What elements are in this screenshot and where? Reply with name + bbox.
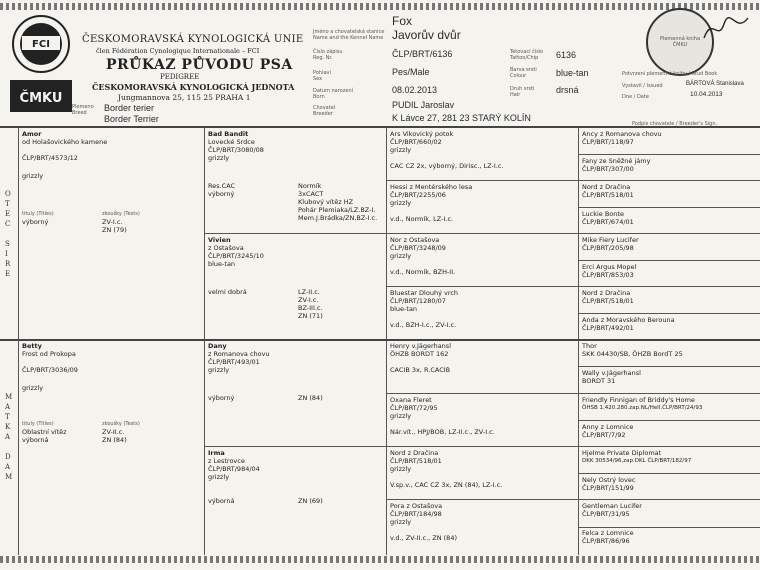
gen4-name: Ancy z Romanova chovu <box>582 130 662 138</box>
gen4-cell <box>582 263 758 287</box>
gen3-name: Henry v.Jägerhansl <box>390 342 451 350</box>
gen4-name: Erci Argus Mopel <box>582 263 637 271</box>
dog-reg-no: ČLP/BRT/6136 <box>392 49 453 59</box>
dam-titles: Oblastní vítěz výborná <box>22 428 67 444</box>
gen4-name: Anny z Lomnice <box>582 423 634 431</box>
gen3-name: Pora z Ostašova <box>390 502 443 510</box>
gen3-note: v.d., ZV-II.c., ZN (84) <box>390 534 457 542</box>
gen4-cell <box>582 157 758 181</box>
breeder-label: Chovatel Breeder <box>313 105 336 117</box>
gen2-kennel: z Romanova chovu <box>208 350 270 358</box>
sire-side-letter: E <box>5 270 11 278</box>
grid-line <box>578 260 760 261</box>
gen2-name: Vivien <box>208 236 231 244</box>
sire-color: grizzly <box>22 172 44 180</box>
gen4-reg: ČLP/BRT/86/96 <box>582 537 630 545</box>
gen4-name: Felca z Lomnice <box>582 529 634 537</box>
gen4-name: Nely Ostrý lovec <box>582 476 636 484</box>
gen3-note: v.d., BZH-I.c., ZV-I.c. <box>390 321 457 329</box>
dam-tests-label: zkoušky (Tests) <box>102 421 140 427</box>
gen4-cell <box>582 289 758 313</box>
dog-name: Fox <box>392 14 413 28</box>
sire-side-letter: T <box>5 200 10 208</box>
issue-date: 10.04.2013 <box>690 91 723 98</box>
gen4-cell <box>582 476 758 500</box>
org-address: Jungmannova 25, 115 25 PRAHA 1 <box>118 93 251 102</box>
sire-tests: ZV-I.c. ZN (79) <box>102 218 127 234</box>
breed-en: Border Terrier <box>104 114 159 124</box>
gen4-cell <box>582 369 758 393</box>
dam-reg: ČLP/BRT/3036/09 <box>22 366 78 374</box>
gen4-name: Hjelme Private Diplomat <box>582 449 662 457</box>
issued-by: BÁRTOVÁ Stanislava <box>686 81 744 87</box>
gen3-cell <box>390 130 576 178</box>
gen4-name: Wally v.Jägerhansl <box>582 369 641 377</box>
gen3-cell <box>390 183 576 233</box>
gen2-color: grizzly <box>208 154 230 162</box>
gen4-reg: ČLP/BRT/151/99 <box>582 484 634 492</box>
gen3-name: Nord z Dračina <box>390 449 439 457</box>
document-title: PRŮKAZ PŮVODU PSA <box>106 57 293 73</box>
gen4-cell <box>582 210 758 234</box>
gen3-reg: ÖHZB BORDT 162 <box>390 350 449 358</box>
sire-side-letter: I <box>5 250 8 258</box>
gen3-note: V.sp.v., CAC CZ 3x, ZN (84), LZ-I.c. <box>390 481 503 489</box>
gen4-reg: BORDT 31 <box>582 377 616 385</box>
gen2-reg: ČLP/BRT/3245/10 <box>208 252 264 260</box>
dam-kennel: Frost od Prokopa <box>22 350 76 358</box>
gen4-reg: ČLP/BRT/853/03 <box>582 271 634 279</box>
header-divider <box>0 126 760 128</box>
gen3-name: Nor z Ostašova <box>390 236 440 244</box>
dam-side-letter: M <box>5 473 13 481</box>
reg-label: Číslo zápisu Reg. Nr. <box>313 49 343 61</box>
document-subtitle: PEDIGREE <box>160 73 200 81</box>
gen4-name: Anda z Moravského Berouna <box>582 316 675 324</box>
breeder-signature-label: Podpis chovatele / Breeder's Sign. <box>632 121 718 127</box>
issued-label: Potvrzení plemenné knihy / Stud Book <box>622 71 718 77</box>
grid-line <box>204 127 205 555</box>
gen4-reg: ČLP/BRT/518/01 <box>582 297 634 305</box>
breed-cz: Border terier <box>104 103 155 113</box>
dog-color: blue-tan <box>556 68 589 78</box>
gen2-cell <box>208 342 384 442</box>
gen4-cell <box>582 423 758 447</box>
grid-line <box>578 313 760 314</box>
gen4-name: Luckie Bonte <box>582 210 624 218</box>
gen3-cell <box>390 502 576 554</box>
grid-line <box>578 207 760 208</box>
gen2-color: grizzly <box>208 366 230 374</box>
gen4-name: Gentleman Lucifer <box>582 502 642 510</box>
gen2-kennel: Lovecké Srdce <box>208 138 255 146</box>
gen2-name: Dany <box>208 342 227 350</box>
gen3-color: grizzly <box>390 518 412 526</box>
gen2-extra-a: Res.CAC výborný <box>208 182 236 198</box>
gen4-reg: ČLP/BRT/31/95 <box>582 510 630 518</box>
gen3-color: grizzly <box>390 412 412 420</box>
gen3-reg: ČLP/BRT/184/98 <box>390 510 442 518</box>
fci-member-line: člen Fédération Cynologique Internationale – FCI <box>96 47 260 55</box>
sire-cell <box>22 130 200 335</box>
gen2-reg: ČLP/BRT/3080/08 <box>208 146 264 154</box>
gen3-name: Ars Vikovický potok <box>390 130 454 138</box>
gen3-note: v.d., Normík, LZ-I.c. <box>390 215 454 223</box>
gen3-reg: ČLP/BRT/72/95 <box>390 404 438 412</box>
logo-cmku-text: ČMKU <box>19 91 63 106</box>
gen4-reg: ČLP/BRT/674/01 <box>582 218 634 226</box>
tattoo-label: Tetovací číslo Tattoo/Chip <box>510 49 544 61</box>
sire-side-letter: R <box>5 260 11 268</box>
gen3-name: Bluestar Dlouhý vrch <box>390 289 459 297</box>
gen3-note: CACIB 3x, R.CACIB <box>390 366 451 374</box>
dog-kennel: Javorův dvůr <box>392 28 461 42</box>
sire-titles-label: tituly (Titles) <box>22 211 54 217</box>
gen3-cell <box>390 396 576 446</box>
dog-coat: drsná <box>556 85 579 95</box>
dam-tests: ZV-II.c. ZN (84) <box>102 428 127 444</box>
gen2-extra-a: výborný <box>208 394 235 402</box>
gen3-color: grizzly <box>390 199 412 207</box>
gen2-extra-a: výborná <box>208 497 235 505</box>
gen4-reg: ČLP/BRT/7/92 <box>582 431 626 439</box>
gen3-note: Nár.vít., HPJ/BOB, LZ-II.c., ZV-I.c. <box>390 428 495 436</box>
gen3-cell <box>390 236 576 286</box>
dog-sex: Pes/Male <box>392 67 430 77</box>
gen2-color: blue-tan <box>208 260 236 268</box>
dam-name: Betty <box>22 342 42 350</box>
dog-breeder-address: K Lávce 27, 281 23 STARÝ KOLÍN <box>392 113 531 123</box>
sire-side-letter: S <box>5 240 10 248</box>
gen4-cell <box>582 183 758 207</box>
org-name: ČESKOMORAVSKÁ KYNOLOGICKÁ UNIE <box>82 34 304 45</box>
sire-name: Amor <box>22 130 42 138</box>
gen4-reg: ČLP/BRT/492/01 <box>582 324 634 332</box>
dam-color: grizzly <box>22 384 44 392</box>
gen3-name: Oxana Fleret <box>390 396 432 404</box>
gen2-name: Irma <box>208 449 225 457</box>
sire-side-letter: E <box>5 210 11 218</box>
gen3-note: v.d., Normík, BZH-II. <box>390 268 456 276</box>
grid-line <box>578 154 760 155</box>
gen2-cell <box>208 130 384 230</box>
sire-reg: ČLP/BRT/4573/12 <box>22 154 78 162</box>
grid-line <box>386 127 387 555</box>
grid-line <box>18 127 19 555</box>
gen4-name: Nord z Dračina <box>582 289 631 297</box>
sire-tests-label: zkoušky (Tests) <box>102 211 140 217</box>
gen2-cell <box>208 449 384 553</box>
sire-kennel: od Holašovického kamene <box>22 138 108 146</box>
coat-label: Druh srsti Hair <box>510 86 535 98</box>
gen4-reg: ČLP/BRT/205/98 <box>582 244 634 252</box>
gen4-reg: ÖHSB 1.420.280.zap.NL/Hell.ČLP/BRT/24/93 <box>582 405 703 411</box>
stamp-text: Plemenná kniha ČMKU <box>659 36 701 48</box>
gen2-extra-b: ZN (84) <box>298 394 323 402</box>
gen2-kennel: z Lestrovce <box>208 457 245 465</box>
gen3-color: grizzly <box>390 252 412 260</box>
gen4-cell <box>582 529 758 554</box>
gen4-reg: ČLP/BRT/118/97 <box>582 138 634 146</box>
gen3-reg: ČLP/BRT/660/02 <box>390 138 442 146</box>
date-label: Dne / Date <box>622 94 649 100</box>
gen4-cell <box>582 130 758 154</box>
top-border-pattern <box>0 3 760 10</box>
gen4-name: Fany ze Sněžné jámy <box>582 157 651 165</box>
grid-line <box>578 473 760 474</box>
gen3-reg: ČLP/BRT/2255/06 <box>390 191 446 199</box>
gen4-cell <box>582 316 758 339</box>
gen3-color: grizzly <box>390 465 412 473</box>
dam-side-letter: M <box>5 393 13 401</box>
gen3-color: blue-tan <box>390 305 418 313</box>
sire-dam-divider <box>0 339 760 341</box>
gen3-reg: ČLP/BRT/518/01 <box>390 457 442 465</box>
gen4-name: Friendly Finnigan of Briddy's Home <box>582 396 695 404</box>
gen4-reg: ČLP/BRT/518/01 <box>582 191 634 199</box>
gen3-color: grizzly <box>390 146 412 154</box>
gen2-extra-b: Normík 3xCACT Klubový vítěz HZ Pohár Plemiaka/LZ.BZ-I. Mem.J.Brádka/ZN,BZ-I.c. <box>298 182 378 222</box>
color-label: Barva srsti Colour <box>510 67 537 79</box>
dog-tattoo: 6136 <box>556 50 577 60</box>
dog-breeder: PUDIL Jaroslav <box>392 100 455 110</box>
grid-line <box>578 527 760 528</box>
gen4-cell <box>582 236 758 260</box>
gen2-extra-b: ZN (69) <box>298 497 323 505</box>
grid-line <box>578 420 760 421</box>
gen2-reg: ČLP/BRT/493/01 <box>208 358 260 366</box>
gen4-cell <box>582 449 758 473</box>
dam-side-letter: T <box>5 413 10 421</box>
gen2-name: Bad Bandit <box>208 130 249 138</box>
gen4-reg: ČLP/BRT/307/00 <box>582 165 634 173</box>
dam-side-letter: A <box>5 433 11 441</box>
gen2-reg: ČLP/BRT/984/04 <box>208 465 260 473</box>
dam-side-letter: D <box>5 453 11 461</box>
issued-by-label: Vystavil / Issued <box>622 83 663 89</box>
gen3-cell <box>390 342 576 392</box>
gen2-cell <box>208 236 384 336</box>
bottom-border-pattern <box>0 556 760 563</box>
dam-side-letter: A <box>5 463 11 471</box>
breed-label: Plemeno Breed <box>72 104 94 116</box>
logo-fci-text: FCI <box>32 39 50 50</box>
dam-side-letter: A <box>5 403 11 411</box>
gen4-reg: SKK 04430/SB, ÖHZB BordT 25 <box>582 350 683 358</box>
sex-label: Pohlaví Sex <box>313 70 331 82</box>
sire-titles: výborný <box>22 218 49 226</box>
gen4-cell <box>582 396 758 420</box>
org-name-2: ČESKOMORAVSKÁ KYNOLOGICKÁ JEDNOTA <box>92 82 295 92</box>
dob-label: Datum narození Born <box>313 88 353 100</box>
gen2-extra-b: LZ-II.c. ZV-I.c. BZ-III.c. ZN (71) <box>298 288 323 320</box>
signature-scribble <box>700 12 752 46</box>
gen3-cell <box>390 449 576 499</box>
grid-line <box>578 366 760 367</box>
dam-side-letter: K <box>5 423 11 431</box>
gen3-cell <box>390 289 576 339</box>
gen4-name: Mike Fiery Lucifer <box>582 236 639 244</box>
gen3-reg: ČLP/BRT/1280/07 <box>390 297 446 305</box>
dam-titles-label: tituly (Titles) <box>22 421 54 427</box>
dog-dob: 08.02.2013 <box>392 85 438 95</box>
gen3-note: CAC CZ 2x, výborný, Dirisc., LZ-I.c. <box>390 162 504 170</box>
fci-cmku-logo <box>8 14 74 114</box>
sire-side-letter: C <box>5 220 11 228</box>
gen3-reg: ČLP/BRT/3248/09 <box>390 244 446 252</box>
dam-cell <box>22 342 200 552</box>
gen2-color: grizzly <box>208 473 230 481</box>
gen3-name: Hessi z Mentérského lesa <box>390 183 473 191</box>
gen4-name: Thor <box>582 342 597 350</box>
grid-line <box>386 393 760 394</box>
gen4-cell <box>582 342 758 366</box>
gen4-name: Nord z Dračina <box>582 183 631 191</box>
gen2-extra-a: velmi dobrá <box>208 288 247 296</box>
sire-side-letter: O <box>5 190 11 198</box>
gen4-reg: DKK 30534/96,zap.DKL ČLP/BRT/182/97 <box>582 458 692 464</box>
gen2-kennel: z Ostašova <box>208 244 244 252</box>
name-label: Jméno a chovatelská stanice Name and the Kennel Name <box>313 29 385 41</box>
grid-line <box>578 127 579 555</box>
gen4-cell <box>582 502 758 526</box>
